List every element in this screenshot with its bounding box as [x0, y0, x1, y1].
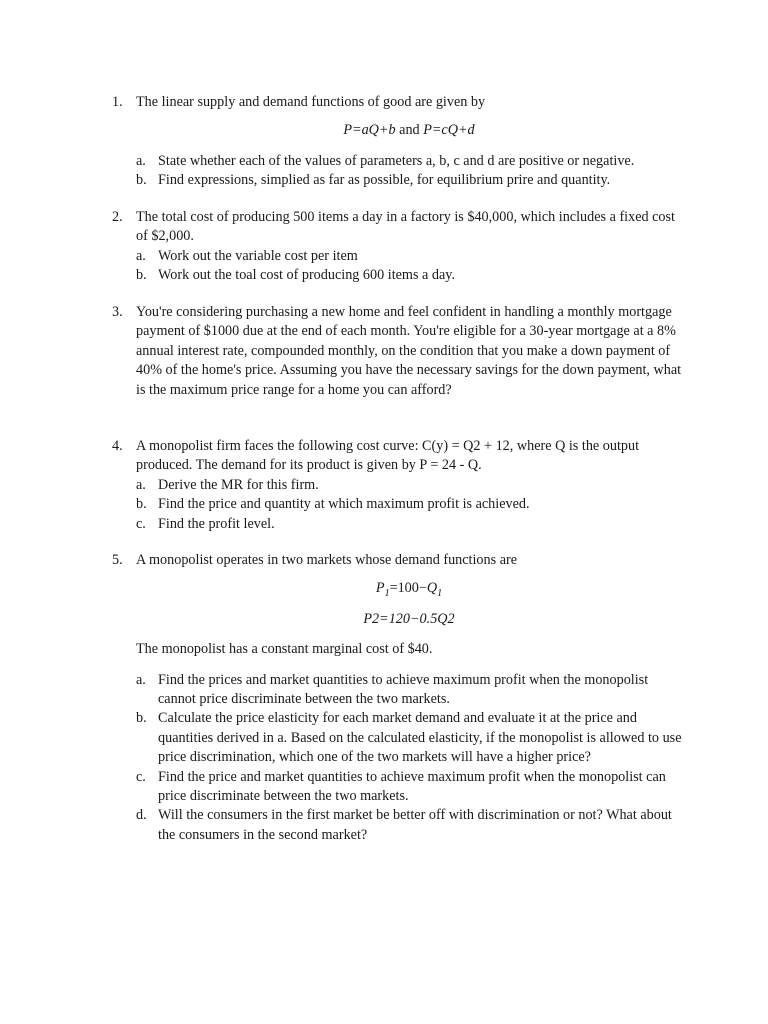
sub-question [136, 806, 682, 845]
sub-question-list [136, 152, 682, 191]
question-text: A monopolist firm faces the following cost curve: C(y) = Q2 + 12, where Q is the output produced. The demand for its product is given by P = 24 - Q. [136, 438, 640, 474]
sub-question-label: a. [136, 476, 146, 493]
equation-demand: P=cQ+d [423, 122, 475, 139]
sub-question-text: Find expressions, simplied as far as possible, for equilibrium prire and quantity. [158, 172, 611, 189]
equation-connector: and [399, 122, 420, 139]
sub-question-label: b. [136, 172, 147, 189]
sub-question [136, 152, 682, 171]
sub-question [136, 247, 682, 266]
sub-question [136, 266, 682, 285]
question-number: 1. [112, 94, 123, 110]
question-1 [112, 93, 682, 191]
sub-question-list [136, 671, 682, 846]
sub-question-list [136, 476, 682, 534]
question-2 [112, 208, 682, 286]
sub-question-text: Find the price and market quantities to achieve maximum profit when the monopolist can price discriminate between the two markets. [158, 768, 666, 805]
sub-question-label: c. [136, 515, 146, 532]
question-text: The linear supply and demand functions of good are given by [136, 94, 486, 110]
question-number: 2. [112, 209, 123, 225]
sub-question-label: c. [136, 768, 146, 785]
sub-question-text: State whether each of the values of parameters a, b, c and d are positive or negative. [158, 152, 635, 169]
sub-question-text: Derive the MR for this firm. [158, 476, 319, 493]
question-4 [112, 437, 682, 534]
equation-demand-market-2: P2=120−0.5Q2 [363, 610, 455, 627]
question-number: 3. [112, 304, 123, 320]
equation-operator: =100− [389, 580, 427, 597]
equation-symbol-q: Q [426, 580, 438, 597]
sub-question-text: Find the profit level. [158, 515, 275, 532]
sub-question-list [136, 247, 682, 286]
question-text: You're considering purchasing a new home and feel confident in handling a monthly mortgage payment of $1000 due at the end of each month. You're eligible for a 30-year mortgage at a 8% annual interest rate, compounded monthly, on the condition that you make a down payment of 40% of the home's price. Assuming you have the necessary savings for the down payment, what is the maximum price range for a home you can afford? [136, 304, 682, 398]
equation-supply-demand [136, 121, 682, 140]
equation-demand-market-1 [136, 579, 682, 598]
question-3 [112, 303, 682, 400]
sub-question-label: a. [136, 671, 146, 688]
sub-question-label: b. [136, 496, 147, 513]
sub-question [136, 515, 682, 534]
question-5 [112, 551, 682, 845]
question-number: 4. [112, 438, 123, 454]
sub-question-text: Calculate the price elasticity for each market demand and evaluate it at the price and quantities derived in a. Based on the calculated elasticity, if the monopolist is allowed to use price discrimination, which one of the two markets will have a higher price? [158, 710, 682, 766]
sub-question [136, 171, 682, 190]
question-number: 5. [112, 552, 123, 568]
equation-subscript: 1 [437, 588, 443, 600]
question-note: The monopolist has a constant marginal cost of $40. [136, 641, 433, 658]
sub-question-text: Find the price and quantity at which maximum profit is achieved. [158, 496, 530, 513]
sub-question-text: Will the consumers in the first market be better off with discrimination or not? What about the consumers in the second market? [158, 807, 672, 843]
sub-question [136, 709, 682, 767]
sub-question-text: Work out the variable cost per item [158, 247, 358, 264]
sub-question-label: b. [136, 710, 147, 727]
question-text: A monopolist operates in two markets whose demand functions are [136, 552, 518, 568]
sub-question-text: Work out the toal cost of producing 600 items a day. [158, 267, 455, 284]
sub-question-label: a. [136, 152, 146, 169]
equation-supply: P=aQ+b [343, 122, 396, 139]
question-text: The total cost of producing 500 items a day in a factory is $40,000, which includes a fixed cost of $2,000. [136, 209, 675, 245]
sub-question [136, 671, 682, 710]
sub-question [136, 495, 682, 514]
equation-subscript: 1 [384, 588, 390, 600]
sub-question-label: a. [136, 247, 146, 264]
sub-question-label: d. [136, 807, 147, 824]
sub-question [136, 768, 682, 807]
sub-question [136, 476, 682, 495]
equation-symbol-p: P [375, 580, 385, 597]
sub-question-text: Find the prices and market quantities to achieve maximum profit when the monopolist cannot price discriminate between the two markets. [158, 671, 649, 708]
sub-question-label: b. [136, 267, 147, 284]
